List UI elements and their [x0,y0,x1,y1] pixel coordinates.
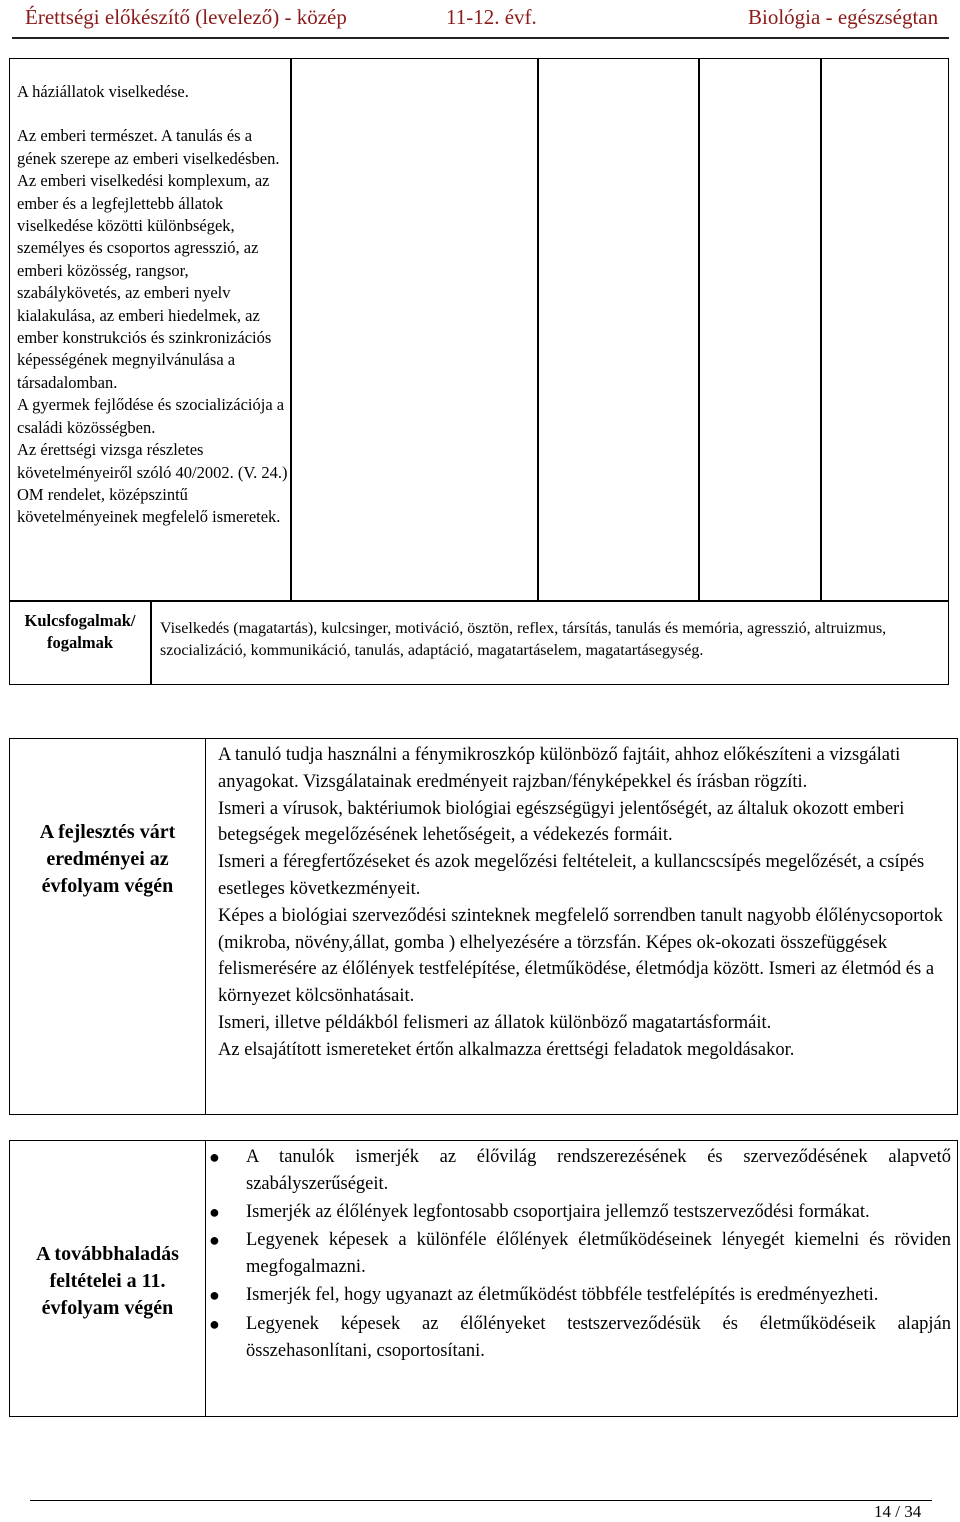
outcome-paragraph: Ismeri a féregfertőzéseket és azok megelőzési feltételeit, a kullancscsípés megelőzését, a csípés esetleges következményeit. [218,852,925,899]
outcome-paragraph: Az elsajátított ismereteket értőn alkalmazza érettségi feladatok megoldásakor. [218,1039,795,1060]
list-item-text: A tanulók ismerjék az élővilág rendszerezésének és szerveződésének alapvető szabályszerűségeit. [246,1147,951,1194]
column-divider [820,59,822,600]
topic-table [9,58,949,685]
list-item [209,1282,951,1309]
topic-paragraph: Az emberi természet. A tanulás és a gének szerepe az emberi viselkedésben. Az emberi viselkedési komplexum, az ember és a legfejlettebb állatok viselkedése közötti különbségek, személyes és csoportos agresszió, az emberi közösség, rangsor, szabálykövetés, az emberi nyelv kialakulása, az emberi hiedelmek, az ember konstrukciós és szinkronizációs képességének megnyilvánulása a társadalomban. [17,126,280,392]
list-item-text: Legyenek képesek az élőlényeket testszerveződésük és életműködéseik alapján összehasonlítani, csoportosítani. [246,1313,951,1361]
list-item [209,1144,951,1198]
column-divider [290,59,292,600]
outcome-paragraph: A tanuló tudja használni a fénymikroszkóp különböző fajtáit, ahhoz előkészíteni a vizsgálati anyagokat. Vizsgálatainak eredményeit rajzban/fényképekkel és írásban rögzíti. [218,745,901,792]
paragraph-gap [17,103,289,125]
column-divider [537,59,539,600]
topic-content-cell [17,81,289,529]
key-column-divider [150,600,152,685]
outcome-paragraph: Ismeri, illetve példákból felismeri az állatok különböző magatartásformáit. [218,1012,772,1033]
bullet-icon: ● [209,1313,220,1334]
outcomes-text [218,742,948,1064]
topic-paragraph: A háziállatok viselkedése. [17,82,189,101]
header-subject: Biológia - egészségtan [748,5,939,29]
list-item-text: Legyenek képesek a különféle élőlények életműködéseinek lényegét kiemelni és röviden megfogalmazni. [246,1230,951,1278]
progression-content-cell [206,1140,958,1417]
header-divider [12,37,949,39]
progression-list [209,1144,951,1366]
outcomes-label-cell [9,738,206,1115]
outcome-paragraph: Ismeri a vírusok, baktériumok biológiai egészségügyi jelentőségét, az általuk okozott emberi betegségek megelőzésének lehetőségeit, a védekezés formáit. [218,798,905,846]
list-item [209,1227,951,1281]
progression-label: A továbbhaladás feltételei a 11. évfolyam végén [36,1243,179,1319]
column-divider [698,59,700,600]
key-concepts-label: Kulcsfogalmak/ fogalmak [24,611,136,652]
outcome-paragraph: Képes a biológiai szerveződési szinteknek megfelelő sorrendben tanult nagyobb élőlénycsoportok (mikroba, növény,állat, gomba ) elhelyezésére a törzsfán. Képes ok-okozati összefüggések felismerésére az élőlények testfelépítése, életműködése, életmódja között. Ismeri az életmód és a környezet kölcsönhatásait. [218,905,943,1007]
list-item-text: Ismerjék az élőlények legfontosabb csoportjaira jellemző testszerveződési formákat. [246,1202,870,1223]
footer-divider [30,1500,932,1501]
topic-paragraph: A gyermek fejlődése és szocializációja a családi közösségben. [17,395,285,437]
header-course-title: Érettségi előkészítő (levelező) - közép [25,5,347,29]
outcomes-content-cell [206,738,958,1115]
key-concepts-text: Viselkedés (magatartás), kulcsinger, motiváció, ösztön, reflex, társítás, tanulás és memória, agresszió, altruizmus, szocializáció, kommunikáció, tanulás, adaptáció, magatartáselem, magatartásegység. [160,620,887,659]
page-header [0,0,960,40]
list-item [209,1199,951,1226]
outcomes-label: A fejlesztés várt eredményei az évfolyam végén [39,821,176,897]
header-grade: 11-12. évf. [446,5,537,29]
list-item-text: Ismerjék fel, hogy ugyanazt az életműködést többféle testfelépítés is eredményezheti. [246,1285,879,1306]
progression-label-cell [9,1140,206,1417]
list-item [209,1311,951,1365]
page-number: 14 / 34 [874,1502,922,1521]
bullet-icon: ● [209,1230,220,1251]
bullet-icon: ● [209,1285,220,1306]
bullet-icon: ● [209,1147,220,1167]
bullet-icon: ● [209,1202,220,1223]
topic-paragraph: Az érettségi vizsga részletes követelményeiről szóló 40/2002. (V. 24.) OM rendelet, középszintű követelményeinek megfelelő ismeretek. [17,440,288,527]
